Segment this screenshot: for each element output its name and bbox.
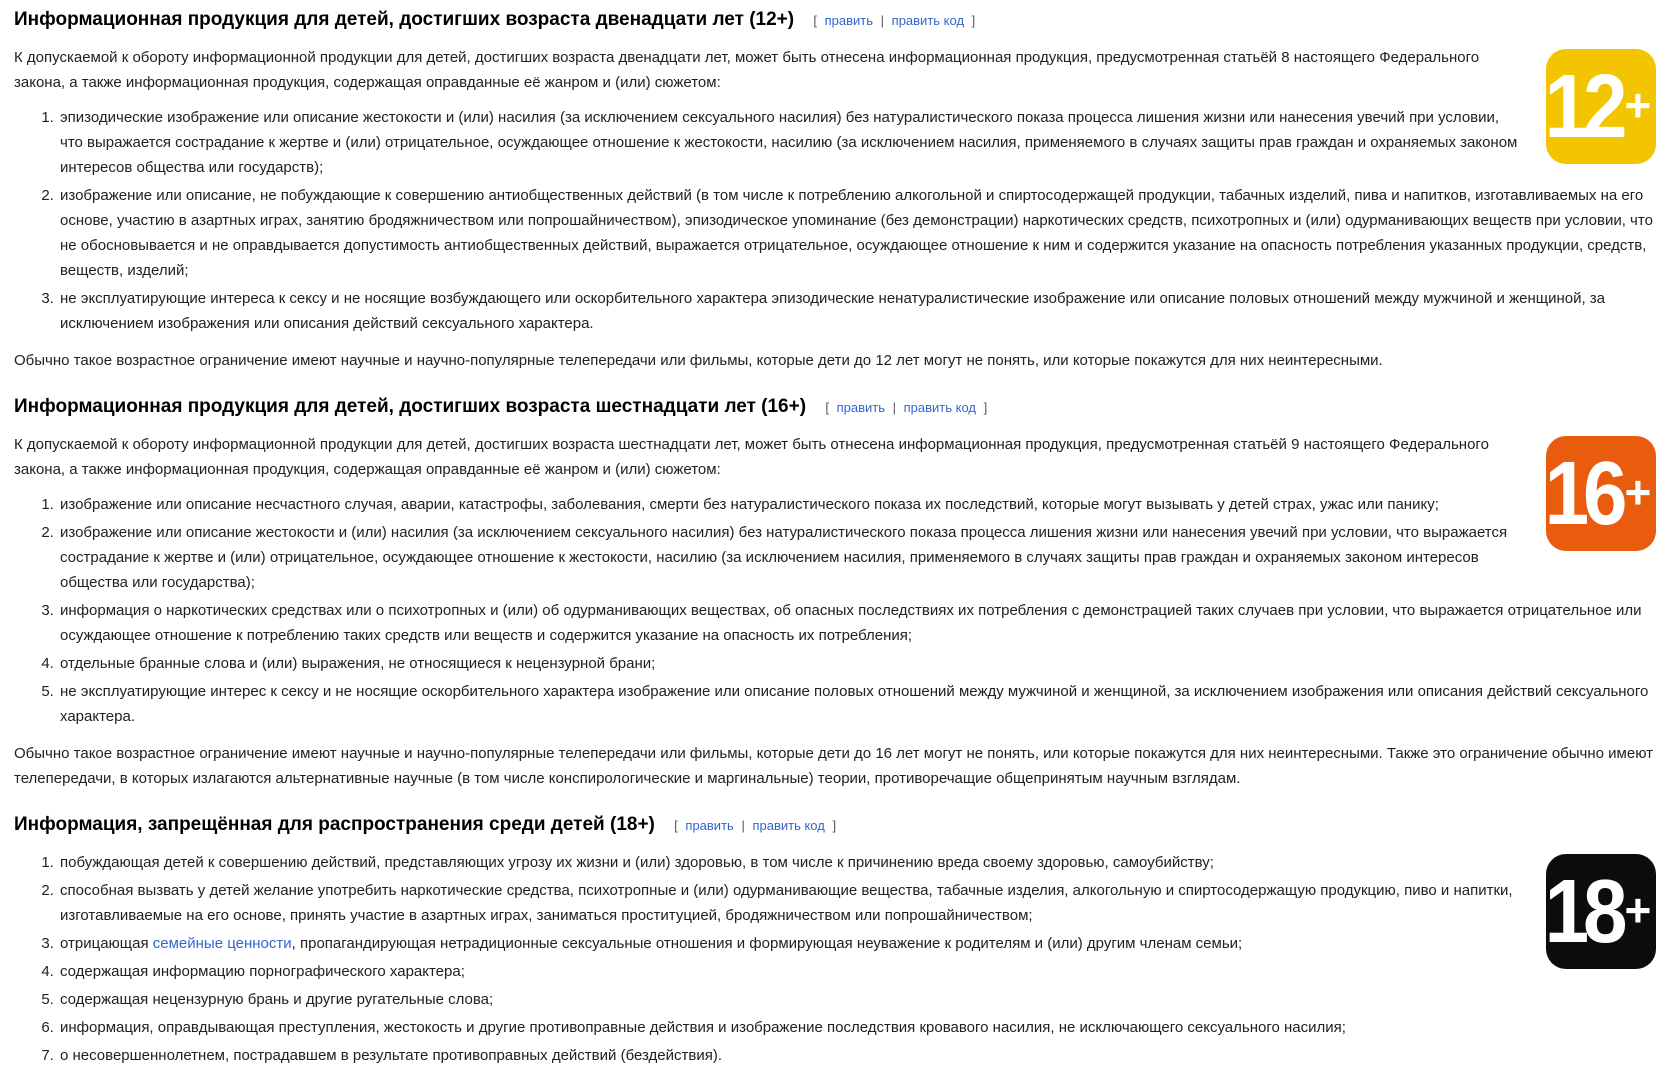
list-item: 3. не эксплуатирующие интереса к сексу и не носящие возбуждающего или оскорбительного характера эпизодические ненатуралистические изображение или описание половых отношений между мужчиной и женщиной, за исключением изображения или описания действий сексуального характера. bbox=[58, 286, 1656, 336]
section-intro: К допускаемой к обороту информационной продукции для детей, достигших возраста двенадцати лет, может быть отнесена информационная продукция, предусмотренная статьёй 8 настоящего Федерального закона, а также информационная продукция, содержащая оправданные её жанром и (или) сюжетом: bbox=[14, 49, 1480, 91]
list-item: 4. содержащая информацию порнографического характера; bbox=[58, 959, 1656, 984]
section-heading bbox=[14, 395, 1656, 420]
section-list bbox=[14, 850, 1656, 1068]
list-item: 6. информация, оправдывающая преступления, жестокость и другие противоправные действия и изображение последствия кровавого насилия, не исключающего сексуального насилия; bbox=[58, 1015, 1656, 1040]
inline-link[interactable]: семейные ценности bbox=[152, 935, 292, 952]
age-badge-plus-sign: + bbox=[1624, 465, 1652, 518]
edit-bracket-open: [ bbox=[825, 400, 829, 415]
edit-link[interactable]: править bbox=[685, 818, 734, 833]
list-item: 2. изображение или описание жестокости и (или) насилия (за исключением сексуального насилия) без натуралистического показа процесса лишения жизни или нанесения увечий при условии, что выражается сострадание к жертве и (или) отрицательное, осуждающее отношение к жестокости, насилию (за исключением насилия, применяемого в случаях защиты прав граждан и охраняемых законом интересов общества или государства); bbox=[58, 520, 1656, 595]
section-list bbox=[14, 492, 1656, 729]
edit-bracket-close: ] bbox=[832, 818, 837, 833]
list-item: 4. отдельные бранные слова и (или) выражения, не относящиеся к нецензурной брани; bbox=[58, 651, 1656, 676]
section bbox=[14, 813, 1656, 1068]
section-list bbox=[14, 105, 1656, 336]
list-item: 5. содержащая нецензурную брань и другие ругательные слова; bbox=[58, 987, 1656, 1012]
age-badge-plus-sign: + bbox=[1624, 78, 1652, 131]
edit-separator: | bbox=[741, 818, 745, 833]
age-badge-plus-sign: + bbox=[1624, 883, 1652, 936]
list-item: 5. не эксплуатирующие интерес к сексу и не носящие оскорбительного характера изображение или описание половых отношений между мужчиной и женщиной, за исключением изображения или описания действий сексуального характера. bbox=[58, 679, 1656, 729]
section-heading-text: Информационная продукция для детей, достигших возраста шестнадцати лет (16+) bbox=[14, 396, 807, 417]
edit-code-link[interactable]: править код bbox=[891, 13, 965, 28]
edit-section bbox=[825, 400, 987, 415]
age-badge-number: 16 bbox=[1544, 443, 1622, 543]
edit-bracket-close: ] bbox=[971, 13, 976, 28]
section-intro: К допускаемой к обороту информационной продукции для детей, достигших возраста шестнадцати лет, может быть отнесена информационная продукция, предусмотренная статьёй 9 настоящего Федерального закона, а также информационная продукция, содержащая оправданные её жанром и (или) сюжетом: bbox=[14, 436, 1489, 478]
edit-bracket-open: [ bbox=[813, 13, 817, 28]
edit-section bbox=[674, 818, 836, 833]
edit-bracket-open: [ bbox=[674, 818, 678, 833]
edit-link[interactable]: править bbox=[836, 400, 885, 415]
list-item: 2. изображение или описание, не побуждающие к совершению антиобщественных действий (в том числе к потреблению алкогольной и спиртосодержащей продукции, табачных изделий, пива и напитков, изготавливаемых на его основе, участию в азартных играх, занятию бродяжничеством или попрошайничеством), эпизодическое упоминание (без демонстрации) наркотических средств, психотропных и (или) одурманивающих веществ при условии, что не обосновывается и не оправдывается допустимость антиобщественных действий, выражается отрицательное, осуждающее отношение к ним и содержится указание на опасность потребления указанных продукции, средств, веществ, изделий; bbox=[58, 183, 1656, 283]
list-item: 3. информация о наркотических средствах или о психотропных и (или) об одурманивающих веществах, об опасных последствиях их потребления с демонстрацией таких случаев при условии, что выражается отрицательное или осуждающее отношение к потреблению таких средств или веществ и содержится указание на опасность их потребления; bbox=[58, 598, 1656, 648]
section-outro: Обычно такое возрастное ограничение имеют научные и научно-популярные телепередачи или фильмы, которые дети до 12 лет могут не понять, или которые покажутся для них неинтересными. bbox=[14, 352, 1383, 369]
age-rating-badge[interactable] bbox=[1546, 854, 1656, 969]
edit-separator: | bbox=[880, 13, 885, 28]
section-heading bbox=[14, 8, 1656, 33]
edit-code-link[interactable]: править код bbox=[752, 818, 825, 833]
section-heading-text: Информация, запрещённая для распространения среди детей (18+) bbox=[14, 814, 655, 835]
section bbox=[14, 395, 1656, 791]
age-rating-badge[interactable] bbox=[1546, 436, 1656, 551]
edit-section bbox=[813, 13, 975, 28]
list-item: 1. эпизодические изображение или описание жестокости и (или) насилия (за исключением сексуального насилия) без натуралистического показа процесса лишения жизни или нанесения увечий при условии, что выражается сострадание к жертве и (или) отрицательное, осуждающее отношение к жестокости, насилию (за исключением насилия, применяемого в случаях защиты прав граждан и охраняемых законом интересов общества или государств); bbox=[58, 105, 1656, 180]
list-item: 2. способная вызвать у детей желание употребить наркотические средства, психотропные и (или) одурманивающие вещества, табачные изделия, алкогольную и спиртосодержащую продукцию, пиво и напитки, изготавливаемые на его основе, принять участие в азартных играх, заниматься проституцией, бродяжничеством или попрошайничеством; bbox=[58, 878, 1656, 928]
age-badge-number: 18 bbox=[1544, 861, 1622, 961]
list-item: 1. побуждающая детей к совершению действий, представляющих угрозу их жизни и (или) здоровью, в том числе к причинению вреда своему здоровью, самоубийству; bbox=[58, 850, 1656, 875]
section-heading bbox=[14, 813, 1656, 838]
age-badge-number: 12 bbox=[1544, 56, 1622, 156]
article-content bbox=[14, 8, 1656, 1068]
list-item: 1. изображение или описание несчастного случая, аварии, катастрофы, заболевания, смерти без натуралистического показа их последствий, которые могут вызывать у детей страх, ужас или панику; bbox=[58, 492, 1656, 517]
edit-code-link[interactable]: править код bbox=[903, 400, 976, 415]
age-rating-badge[interactable] bbox=[1546, 49, 1656, 164]
list-item: 7. о несовершеннолетнем, пострадавшем в результате противоправных действий (бездействия). bbox=[58, 1043, 1656, 1068]
section bbox=[14, 8, 1656, 373]
section-heading-text: Информационная продукция для детей, достигших возраста двенадцати лет (12+) bbox=[14, 9, 795, 30]
list-item: 3. отрицающая семейные ценности, пропагандирующая нетрадиционные сексуальные отношения и формирующая неуважение к родителям и (или) другим членам семьи; bbox=[58, 931, 1656, 956]
edit-bracket-close: ] bbox=[983, 400, 988, 415]
section-outro: Обычно такое возрастное ограничение имеют научные и научно-популярные телепередачи или фильмы, которые дети до 16 лет могут не понять, или которые покажутся для них неинтересными. Также это ограничение обычно имеют телепередачи, в которых излагаются альтернативные научные (в том числе конспирологические и маргинальные) теории, противоречащие общепринятым научным взглядам. bbox=[14, 745, 1653, 787]
edit-link[interactable]: править bbox=[824, 13, 874, 28]
edit-separator: | bbox=[892, 400, 896, 415]
